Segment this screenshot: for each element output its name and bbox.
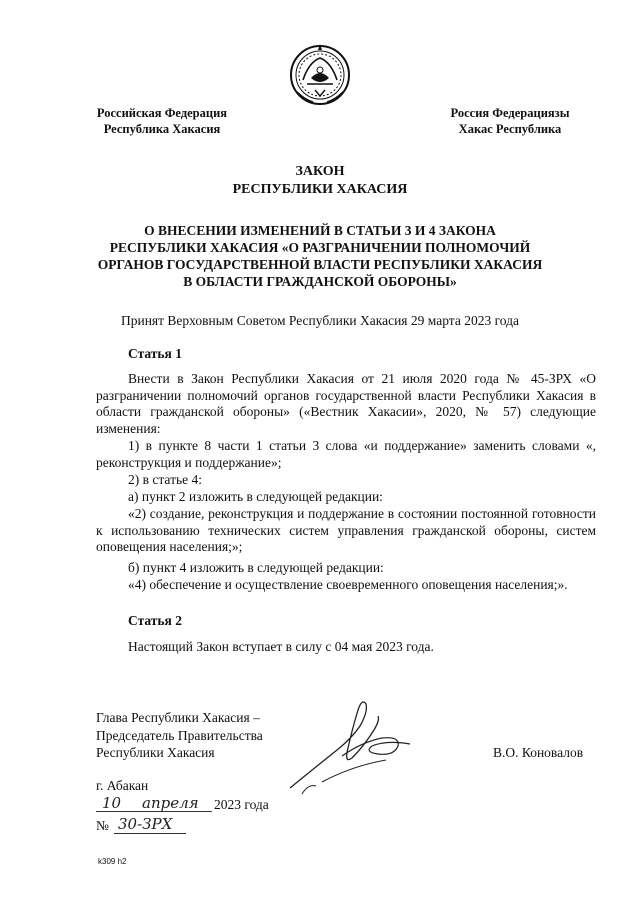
footer-code: k309 h2 <box>98 857 127 866</box>
law-title-line: ЗАКОН <box>295 164 345 179</box>
article1-heading: Статья 1 <box>128 346 182 361</box>
number-underline <box>114 833 186 834</box>
article1-item1: 1) в пункте 8 части 1 статьи 3 слова «и поддержание» заменить словами «, реконструкция и поддержание»; <box>96 438 596 470</box>
header-right-line: Хакас Республика <box>458 122 562 136</box>
header-left <box>82 105 242 137</box>
adopted-note: Принят Верховным Советом Республики Хакасия 29 марта 2023 года <box>120 313 520 328</box>
article1-item2b-text: «4) обеспечение и осуществление своевременного оповещения населения;». <box>128 577 568 592</box>
law-title <box>0 163 640 199</box>
date-line <box>96 795 296 815</box>
subject-line: В ОБЛАСТИ ГРАЖДАНСКОЙ ОБОРОНЫ» <box>183 274 457 289</box>
subject-line: ОРГАНОВ ГОСУДАРСТВЕННОЙ ВЛАСТИ РЕСПУБЛИКИ ХАКАСИЯ <box>97 257 543 272</box>
signatory-position <box>96 709 263 762</box>
law-number: 30-ЗРХ <box>118 815 173 833</box>
city: г. Абакан <box>96 778 149 793</box>
header-left-line: Республика Хакасия <box>103 122 221 136</box>
date-month: апреля <box>142 794 199 812</box>
date-year: 2023 года <box>214 797 269 812</box>
law-title-line: РЕСПУБЛИКИ ХАКАСИЯ <box>232 182 408 197</box>
header-left-line: Российская Федерация <box>96 106 228 120</box>
article1-item2a: а) пункт 2 изложить в следующей редакции: <box>128 489 383 504</box>
date-underline <box>96 811 212 812</box>
article1-item2a-text: «2) создание, реконструкция и поддержание в состоянии постоянной готовности к использованию технических систем управления гражданской обороны, систем оповещения населения;»; <box>96 506 596 554</box>
signatory-name: В.О. Коновалов <box>493 745 584 760</box>
number-line <box>96 815 216 837</box>
position-line: Председатель Правительства <box>96 727 263 743</box>
article1-intro: Внести в Закон Республики Хакасия от 21 июля 2020 года № 45-ЗРХ «О разграничении полномочий органов государственной власти Республики Хакасия в области гражданской обороны» («Вестник Хакасии», 2020, № 57) следующие изменения: <box>96 371 596 436</box>
article2-heading: Статья 2 <box>128 613 182 628</box>
article1-item2: 2) в статье 4: <box>128 472 202 487</box>
subject-line: О ВНЕСЕНИИ ИЗМЕНЕНИЙ В СТАТЬИ 3 И 4 ЗАКОНА <box>144 223 496 238</box>
header-right-line: Россия Федерациязы <box>450 106 570 120</box>
subject-line: РЕСПУБЛИКИ ХАКАСИЯ «О РАЗГРАНИЧЕНИИ ПОЛНОМОЧИЙ <box>109 240 531 255</box>
position-line: Глава Республики Хакасия – <box>96 710 260 725</box>
position-line: Республики Хакасия <box>96 745 215 760</box>
number-prefix: № <box>96 818 109 833</box>
article2-text: Настоящий Закон вступает в силу с 04 мая 2023 года. <box>128 639 434 654</box>
date-day: 10 <box>102 794 122 812</box>
header-right <box>430 105 590 137</box>
handwritten-signature <box>282 690 432 800</box>
coat-of-arms-emblem <box>289 40 351 110</box>
article1-item2b: б) пункт 4 изложить в следующей редакции: <box>128 560 384 575</box>
law-subject <box>60 222 580 290</box>
